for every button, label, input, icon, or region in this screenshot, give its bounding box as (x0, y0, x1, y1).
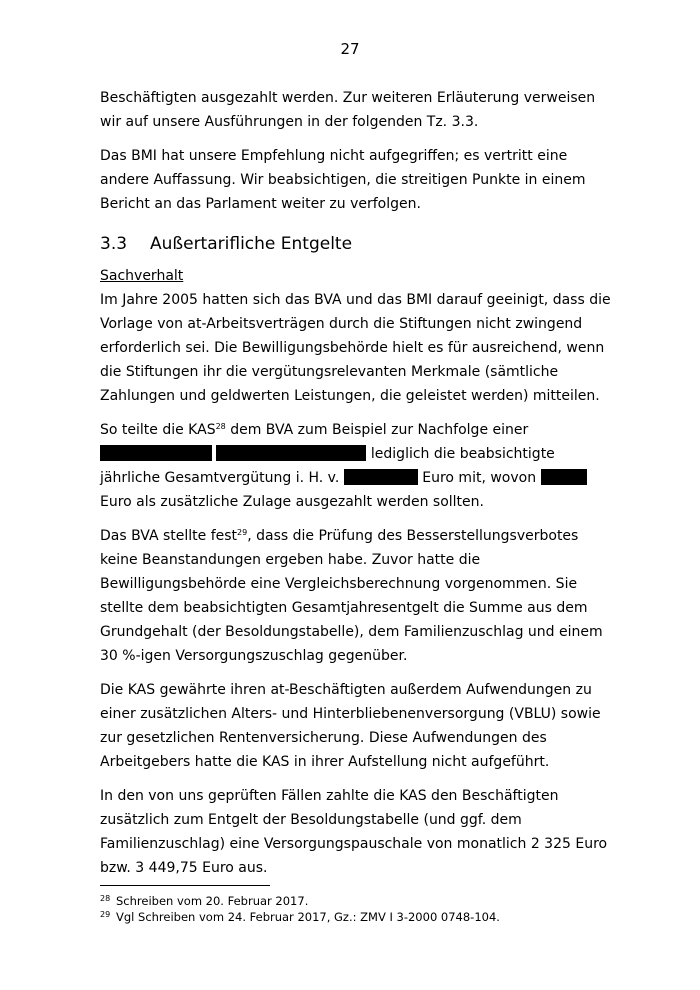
footnote-text: Vgl Schreiben vom 24. Februar 2017, Gz.: ZMV I 3-2000 0748-104. (116, 910, 500, 924)
paragraph-4 (100, 418, 616, 514)
page-number: 27 (340, 40, 360, 58)
redaction-box (216, 445, 366, 461)
footnote-29: 29 Vgl Schreiben vom 24. Februar 2017, Gz.: ZMV I 3-2000 0748-104. (100, 910, 500, 924)
footnote-28: 28 Schreiben vom 20. Februar 2017. (100, 894, 309, 908)
footnote-text: Schreiben vom 20. Februar 2017. (116, 894, 309, 908)
paragraph-7: In den von uns geprüften Fällen zahlte die KAS den Beschäftigten zusätzlich zum Entgelt der Besoldungstabelle (und ggf. dem Familienzuschlag) eine Versorgungspauschale von monatlich 2 325 Euro bzw. 3 449,75 Euro aus. (100, 788, 608, 876)
paragraph-6: Die KAS gewährte ihren at-Beschäftigten außerdem Aufwendungen zu einer zusätzlichen Alters- und Hinterbliebenenversorgung (VBLU) sowie zur gesetzlichen Rentenversicherung. Diese Aufwendungen des Arbeitgebers hatte die KAS in ihrer Aufstellung nicht aufgeführt. (100, 682, 601, 770)
paragraph-4-text-d: Euro mit, wovon (417, 470, 541, 486)
paragraph-3: Im Jahre 2005 hatten sich das BVA und das BMI darauf geeinigt, dass die Vorlage von at-Arbeitsverträgen durch die Stiftungen nicht zwingend erforderlich sei. Die Bewilligungsbehörde hielt es für ausreichend, wenn die Stiftungen ihr die vergütungsrelevanten Merkmale (sämtliche Zahlungen und geldwerten Leistungen, die geleistet werden) mitteilen. (100, 292, 611, 404)
footnote-ref-28[interactable]: 28 (215, 422, 226, 431)
footnote-divider (100, 885, 270, 886)
paragraph-1: Beschäftigten ausgezahlt werden. Zur weiteren Erläuterung verweisen wir auf unsere Ausführungen in der folgenden Tz. 3.3. (100, 90, 596, 130)
section-number: 3.3 (100, 234, 128, 254)
section-title: Außertarifliche Entgelte (150, 234, 353, 254)
paragraph-5-text-b: , dass die Prüfung des Besserstellungsverbotes keine Beanstandungen ergeben habe. Zuvor hatte die Bewilligungsbehörde eine Vergleichsberechnung vorgenommen. Sie stellte dem beabsichtigten Gesamtjahresentgelt die Summe aus dem Grundgehalt (der Besoldungstabelle), dem Familienzuschlag und einem 30 %-igen Versorgungszuschlag gegenüber. (100, 528, 603, 664)
subheading-sachverhalt: Sachverhalt (100, 268, 184, 284)
paragraph-4-text-b: dem BVA zum Beispiel zur Nachfolge einer (225, 422, 529, 438)
paragraph-5 (100, 524, 616, 668)
section-heading (100, 232, 616, 256)
redaction-box (541, 469, 587, 485)
paragraph-4-text-c: lediglich die beabsichtigte jährliche Gesamtvergütung i. H. v. (100, 446, 555, 486)
footnotes (100, 893, 620, 925)
paragraph-4-text-e: Euro als zusätzliche Zulage ausgezahlt werden sollten. (100, 494, 484, 510)
paragraph-4-text-a: So teilte die KAS (100, 422, 216, 438)
footnote-ref-29[interactable]: 29 (237, 528, 248, 537)
paragraph-2: Das BMI hat unsere Empfehlung nicht aufgegriffen; es vertritt eine andere Auffassung. Wir beabsichtigen, die streitigen Punkte in einem Bericht an das Parlament weiter zu verfolgen. (100, 148, 586, 212)
paragraph-5-text-a: Das BVA stellte fest (100, 528, 238, 544)
page-content (100, 86, 616, 890)
redaction-box (100, 445, 212, 461)
redaction-box (344, 469, 418, 485)
